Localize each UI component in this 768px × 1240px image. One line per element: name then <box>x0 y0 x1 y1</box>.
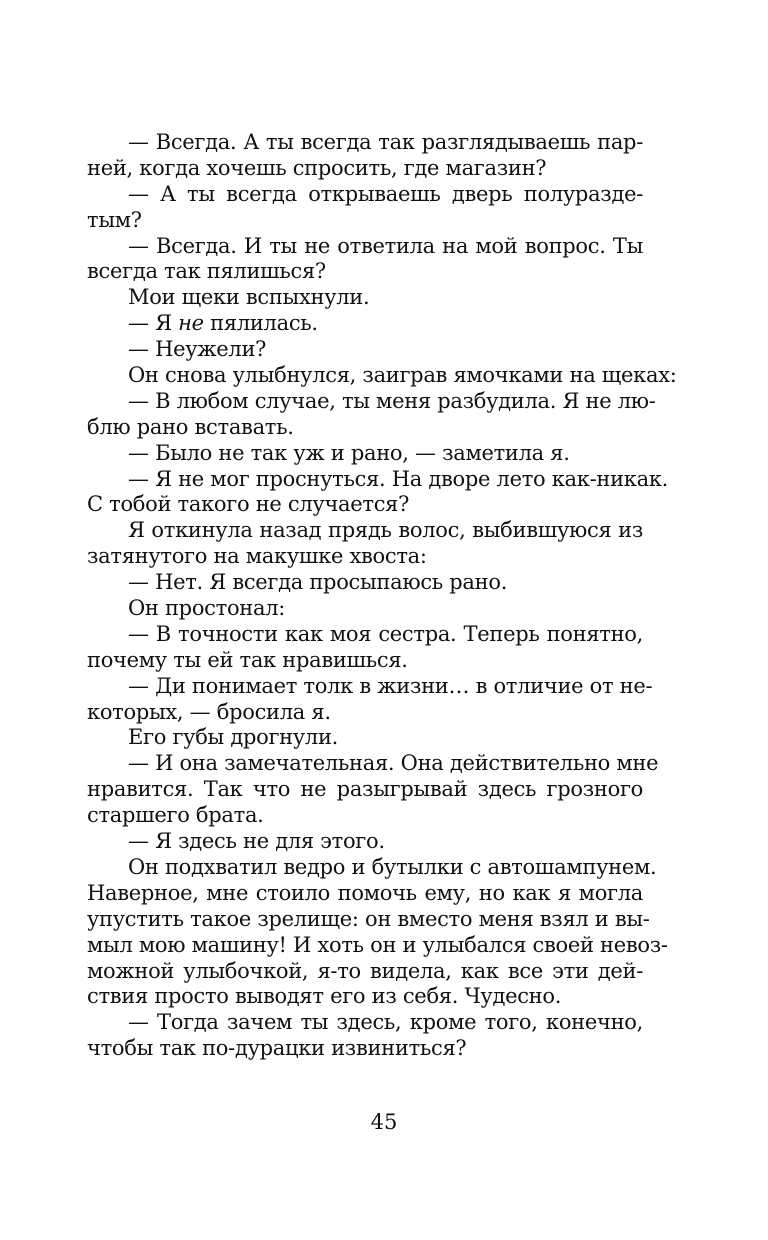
text-line: — Нет. Я всегда просыпаюсь рано. <box>128 570 508 595</box>
text-line: — Было не так уж и рано, — заметила я. <box>128 440 570 465</box>
text-line: ствия просто выводят его из себя. Чудесно. <box>87 984 562 1009</box>
text-line: старшего брата. <box>87 803 264 828</box>
text-line: Он простонал: <box>128 596 286 621</box>
text-fragment: — Я <box>128 311 179 336</box>
text-line: — Я здесь не для этого. <box>128 829 385 854</box>
text-line: нравится. Так что не разыгрывай здесь грозного <box>87 777 643 802</box>
page-number: 45 <box>370 1110 398 1134</box>
text-line <box>87 311 643 337</box>
text-line: — В любом случае, ты меня разбудила. Я не лю- <box>128 388 656 413</box>
text-line: Он снова улыбнулся, заиграв ямочками на щеках: <box>128 363 677 388</box>
text-line: чтобы так по-дурацки извиниться? <box>87 1036 467 1061</box>
text-line: — Всегда. И ты не ответила на мой вопрос. Ты <box>128 233 643 258</box>
text-line: С тобой такого не случается? <box>87 492 410 517</box>
text-line: ней, когда хочешь спросить, где магазин? <box>87 155 547 180</box>
text-line: затянутого на макушке хвоста: <box>87 544 427 569</box>
body-text <box>87 130 677 1062</box>
text-line: мыл мою машину! И хоть он и улыбался своей невоз- <box>87 932 668 957</box>
text-line: Наверное, мне стоило помочь ему, но как я могла <box>87 880 643 905</box>
text-line: — Ди понимает толк в жизни… в отличие от не- <box>128 673 653 698</box>
text-line: — В точности как моя сестра. Теперь понятно, <box>128 621 643 646</box>
text-line: — Всегда. А ты всегда так разглядываешь пар- <box>128 130 643 154</box>
italic-emphasis: не <box>178 311 204 336</box>
text-line: упустить такое зрелище: он вместо меня взял и вы- <box>87 906 650 931</box>
text-line: можной улыбочкой, я-то видела, как все эти дей- <box>87 958 643 983</box>
text-line: Он подхватил ведро и бутылки с автошампунем. <box>128 854 657 879</box>
text-line: Мои щеки вспыхнули. <box>128 285 370 310</box>
text-line: — А ты всегда открываешь дверь полуразде- <box>128 181 643 206</box>
text-line: тым? <box>87 207 142 232</box>
text-line: Его губы дрогнули. <box>128 725 339 750</box>
text-line: — Тогда зачем ты здесь, кроме того, конечно, <box>128 1010 643 1035</box>
text-line: которых, — бросила я. <box>87 699 331 724</box>
text-line: — И она замечательная. Она действительно мне <box>128 751 659 776</box>
text-fragment: пялилась. <box>203 311 318 336</box>
text-line: почему ты ей так нравишься. <box>87 647 408 672</box>
text-line: — Неужели? <box>128 337 267 362</box>
text-line: всегда так пялишься? <box>87 259 326 284</box>
text-line: блю рано вставать. <box>87 414 294 439</box>
text-line: — Я не мог проснуться. На дворе лето как-никак. <box>128 466 669 491</box>
text-line: Я откинула назад прядь волос, выбившуюся из <box>128 518 643 543</box>
